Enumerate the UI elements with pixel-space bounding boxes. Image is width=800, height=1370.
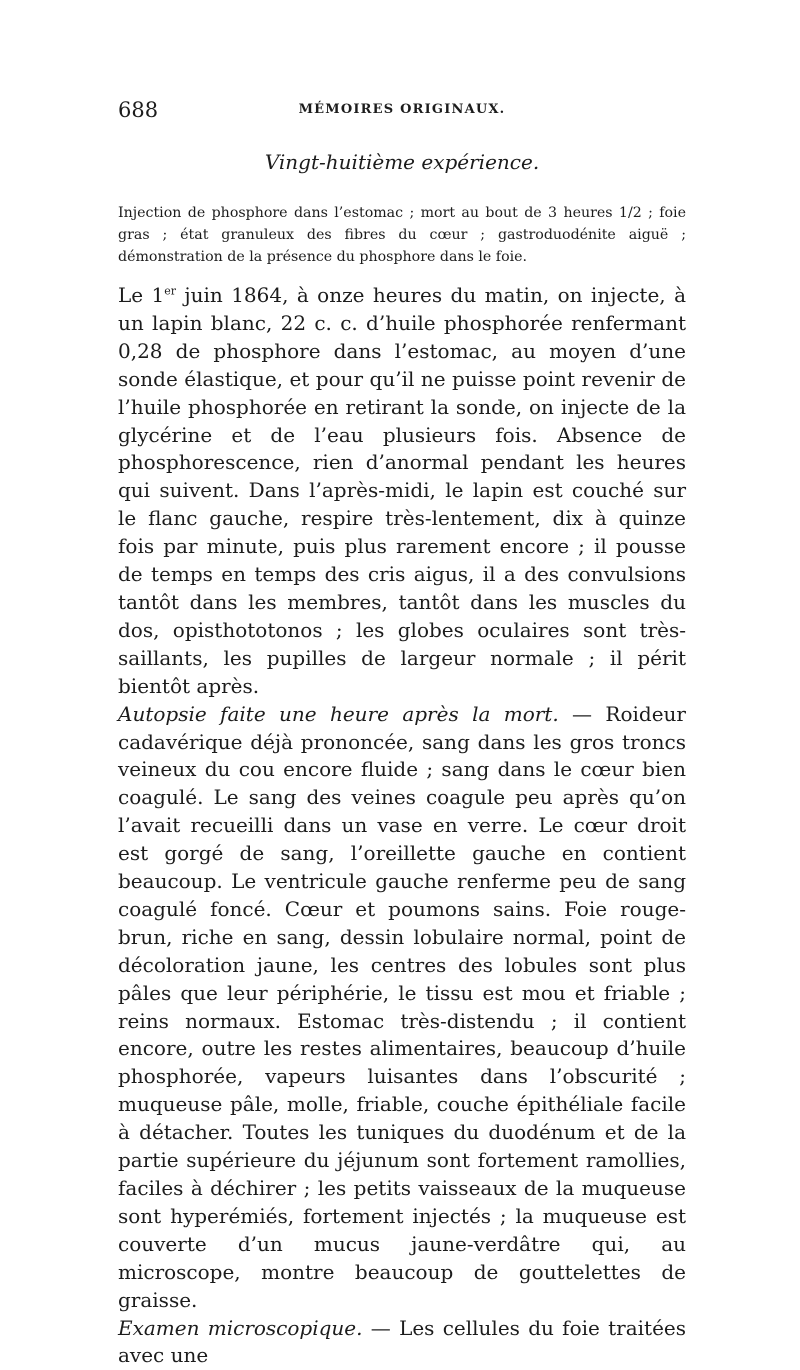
microscopy-text: — Les cellules du foie traitées avec une (118, 1315, 687, 1368)
observation-text: juin 1864, à onze heures du matin, on injecte, à un lapin blanc, 22 c. c. d’huile phosphorée renfermant 0,28 de phosphore dans l’estomac, au moyen d’une sonde élastique, et pour qu’il ne puisse point revenir de l’huile phosphorée en retirant la sonde, on injecte de la glycérine et de l’eau plusieurs fois. Absence de phosphorescence, rien d’anormal pendant les heures qui suivent. Dans l’après-midi, le lapin est couché sur le flanc gauche, respire très-lentement, dix à quinze fois par minute, puis plus rarement encore ; il pousse de temps en temps des cris aigus, il a des convulsions tantôt dans les membres, tantôt dans les muscles du dos, opisthototonos ; les globes oculaires sont très-saillants, les pupilles de largeur normale ; il périt bientôt après. (118, 283, 686, 698)
running-head (118, 98, 686, 128)
page-number: 688 (118, 98, 159, 122)
microscopy-heading: Examen microscopique. (118, 1315, 363, 1340)
paragraph-observation (118, 282, 686, 701)
experiment-summary: Injection de phosphore dans l’estomac ; mort au bout de 3 heures 1/2 ; foie gras ; état granuleux des fibres du cœur ; gastroduodénite aiguë ; démonstration de la présence du phosphore dans le foie. (118, 205, 686, 265)
paragraph-microscopy (118, 1315, 686, 1370)
date-prefix: Le 1 (118, 283, 165, 307)
autopsy-text: — Roideur cadavérique déjà prononcée, sang dans les gros troncs veineux du cou encore fluide ; sang dans le cœur bien coagulé. Le sang des veines coagule peu après qu’on l’avait recueilli dans un vase en verre. Le cœur droit est gorgé de sang, l’oreillette gauche en contient beaucoup. Le ventricule gauche renferme peu de sang coagulé foncé. Cœur et poumons sains. Foie rouge-brun, riche en sang, dessin lobulaire normal, point de décoloration jaune, les centres des lobules sont plus pâles que leur périphérie, le tissu est mou et friable ; reins normaux. Estomac très-distendu ; il contient encore, outre les restes alimentaires, beaucoup d’huile phosphorée, vapeurs luisantes dans l’obscurité ; muqueuse pâle, molle, friable, couche épithéliale facile à détacher. Toutes les tuniques du duodénum et de la partie supérieure du jéjunum sont fortement ramollies, faciles à déchirer ; les petits vaisseaux de la muqueuse sont hyperémiés, fortement injectés ; la muqueuse est couverte d’un mucus jaune-verdâtre qui, au microscope, montre beaucoup de gouttelettes de graisse. (118, 701, 686, 1312)
section-title: Vingt-huitième expérience. (264, 150, 540, 174)
paragraph-autopsy (118, 701, 686, 1315)
date-superscript: er (164, 284, 177, 298)
autopsy-heading: Autopsie faite une heure après la mort. (118, 701, 559, 726)
body-text (118, 282, 686, 1370)
running-title: MÉMOIRES ORIGINAUX. (298, 102, 506, 117)
